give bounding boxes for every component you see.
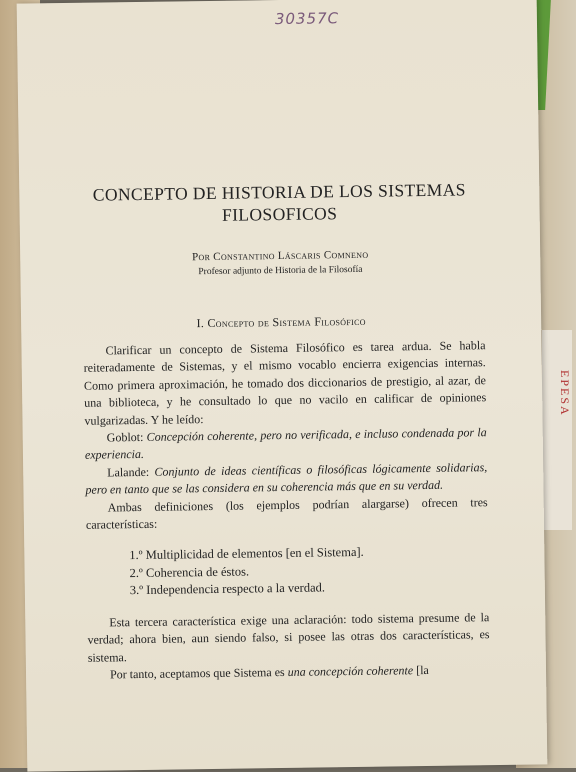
title-line-2: FILOSOFICOS	[221, 203, 338, 225]
last-line-italic: una concepción coherente	[287, 663, 414, 680]
handwritten-note: 30357C	[274, 9, 340, 29]
section-heading: I. Concepto de Sistema Filosófico	[196, 313, 366, 331]
list-item: 3.º Independencia respecto a la verdad.	[129, 580, 326, 598]
spine-text: EPESA	[558, 370, 572, 417]
paragraph-goblot	[85, 424, 487, 464]
byline	[60, 247, 500, 265]
paragraph-ambas: Ambas definiciones (los ejemplos podrían alargarse) ofrecen tres características:	[85, 494, 488, 532]
characteristics-list	[129, 543, 450, 600]
goblot-label: Goblot:	[106, 429, 144, 445]
lalande-label: Lalande:	[107, 464, 150, 480]
paragraph-clarificar: Clarificar un concepto de Sistema Filosófico es tarea ardua. Se habla reiteradamente de Sistemas, y el mismo vocablo encierra exigencias internas. Como primera aproximación, he tomado dos diccionarios de prestigio, al azar, de una biblioteca, y he consultado lo que no vacilo en calificar de opiniones vulgarizadas. Y he leído:	[83, 338, 487, 428]
author-name: Constantino Láscaris Comneno	[213, 248, 369, 263]
title-line-1: CONCEPTO DE HISTORIA DE LOS SISTEMAS	[92, 179, 466, 205]
list-item: 1.º Multiplicidad de elementos [en el Sistema].	[129, 544, 364, 563]
page-title	[59, 178, 500, 228]
body-text-continued	[87, 609, 490, 684]
affiliation: Profesor adjunto de Historia de la Filosofía	[198, 264, 363, 278]
paragraph-lalande	[85, 459, 487, 499]
paragraph-tercera: Esta tercera característica exige una aclaración: todo sistema presume de la verdad; ahora bien, aun siendo falso, si posee las otras dos características, es sistema.	[87, 610, 490, 665]
last-line-start: Por tanto, aceptamos que Sistema es	[109, 665, 285, 682]
byline-prefix: Por	[191, 250, 211, 264]
list-item: 2.º Coherencia de éstos.	[129, 563, 250, 580]
body-text	[83, 337, 488, 534]
document-page	[17, 0, 548, 772]
goblot-quote: Concepción coherente, pero no verificada, e incluso condenada por la experiencia.	[84, 425, 487, 463]
lalande-quote: Conjunto de ideas científicas o filosóficas lógicamente solidarias, pero en tanto que se las considera en su coherencia más que en su verdad.	[85, 459, 488, 498]
book-strip	[540, 330, 572, 530]
last-line-end: [la	[416, 663, 429, 678]
